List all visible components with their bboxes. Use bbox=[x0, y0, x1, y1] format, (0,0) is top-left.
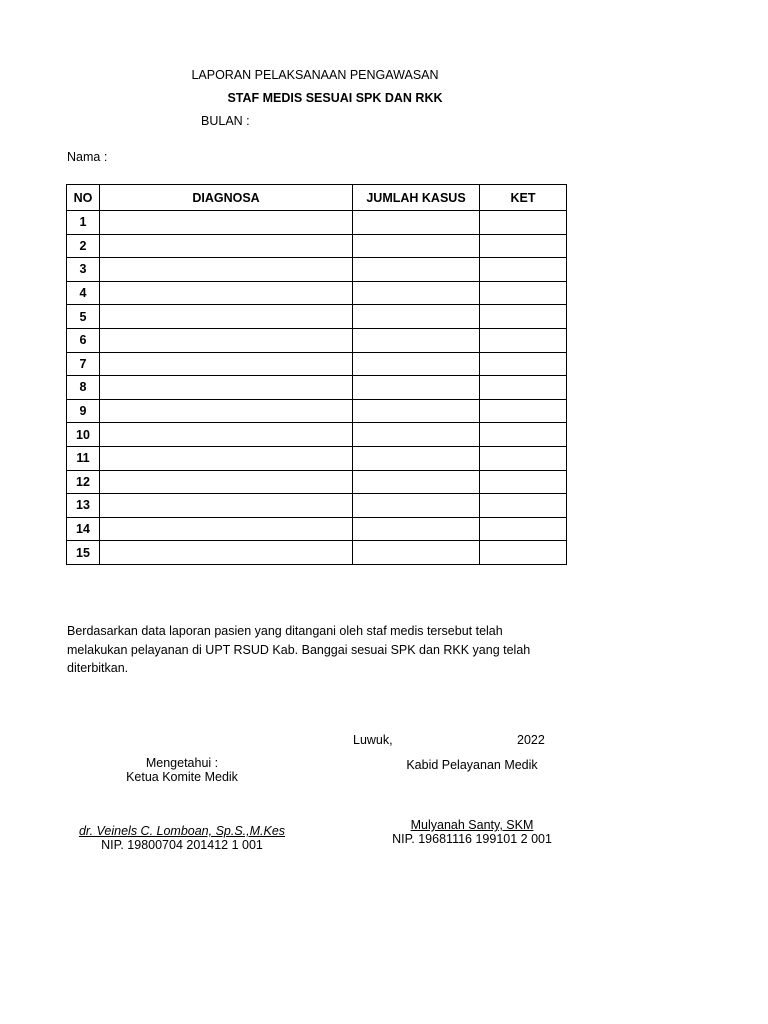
jumlah-kasus-cell bbox=[353, 446, 480, 470]
diagnosa-cell bbox=[100, 352, 353, 376]
ket-cell bbox=[480, 234, 567, 258]
jumlah-kasus-cell bbox=[353, 494, 480, 518]
table-row bbox=[67, 541, 567, 565]
column-header-ket: KET bbox=[480, 185, 567, 211]
ket-cell bbox=[480, 423, 567, 447]
diagnosa-cell bbox=[100, 517, 353, 541]
signature-right-nip: NIP. 19681116 199101 2 001 bbox=[392, 832, 552, 846]
diagnosa-cell bbox=[100, 328, 353, 352]
signature-block-right bbox=[352, 758, 592, 846]
table-row bbox=[67, 399, 567, 423]
diagnosa-cell bbox=[100, 494, 353, 518]
row-number: 7 bbox=[67, 352, 100, 376]
diagnosa-cell bbox=[100, 305, 353, 329]
ket-cell bbox=[480, 352, 567, 376]
jumlah-kasus-cell bbox=[353, 352, 480, 376]
row-number: 6 bbox=[67, 328, 100, 352]
row-number: 5 bbox=[67, 305, 100, 329]
jumlah-kasus-cell bbox=[353, 258, 480, 282]
ket-cell bbox=[480, 281, 567, 305]
jumlah-kasus-cell bbox=[353, 305, 480, 329]
row-number: 12 bbox=[67, 470, 100, 494]
report-title-line1: LAPORAN PELAKSANAAN PENGAWASAN bbox=[191, 68, 439, 82]
jumlah-kasus-cell bbox=[353, 423, 480, 447]
row-number: 8 bbox=[67, 376, 100, 400]
diagnosa-cell bbox=[100, 470, 353, 494]
table-row bbox=[67, 211, 567, 235]
table-row bbox=[67, 517, 567, 541]
jumlah-kasus-cell bbox=[353, 328, 480, 352]
ket-cell bbox=[480, 328, 567, 352]
table-row bbox=[67, 494, 567, 518]
table-row bbox=[67, 328, 567, 352]
table-row bbox=[67, 305, 567, 329]
ket-cell bbox=[480, 541, 567, 565]
table-row bbox=[67, 352, 567, 376]
jumlah-kasus-cell bbox=[353, 376, 480, 400]
diagnosa-cell bbox=[100, 211, 353, 235]
diagnosa-cell bbox=[100, 446, 353, 470]
table-row bbox=[67, 281, 567, 305]
diagnosa-cell bbox=[100, 423, 353, 447]
table-row bbox=[67, 258, 567, 282]
ket-cell bbox=[480, 470, 567, 494]
ket-cell bbox=[480, 494, 567, 518]
table-row bbox=[67, 423, 567, 447]
column-header-no: NO bbox=[67, 185, 100, 211]
ket-cell bbox=[480, 446, 567, 470]
jumlah-kasus-cell bbox=[353, 470, 480, 494]
diagnosa-cell bbox=[100, 541, 353, 565]
date-place: Luwuk, bbox=[353, 733, 393, 747]
row-number: 4 bbox=[67, 281, 100, 305]
signature-right-name: Mulyanah Santy, SKM bbox=[410, 818, 534, 832]
ket-cell bbox=[480, 376, 567, 400]
table-body bbox=[67, 211, 567, 565]
jumlah-kasus-cell bbox=[353, 517, 480, 541]
signature-right-line1: Kabid Pelayanan Medik bbox=[406, 758, 538, 772]
statement-paragraph: Berdasarkan data laporan pasien yang ditangani oleh staf medis tersebut telah melakukan pelayanan di UPT RSUD Kab. Banggai sesuai SPK dan RKK yang telah diterbitkan. bbox=[67, 624, 531, 675]
report-table bbox=[66, 184, 567, 565]
diagnosa-cell bbox=[100, 281, 353, 305]
row-number: 14 bbox=[67, 517, 100, 541]
diagnosa-cell bbox=[100, 399, 353, 423]
ket-cell bbox=[480, 305, 567, 329]
table-row bbox=[67, 470, 567, 494]
column-header-diagnosa: DIAGNOSA bbox=[100, 185, 353, 211]
date-year: 2022 bbox=[517, 733, 545, 747]
jumlah-kasus-cell bbox=[353, 281, 480, 305]
ket-cell bbox=[480, 211, 567, 235]
nama-label: Nama : bbox=[67, 150, 108, 164]
table-row bbox=[67, 376, 567, 400]
row-number: 15 bbox=[67, 541, 100, 565]
signature-left-nip: NIP. 19800704 201412 1 001 bbox=[101, 838, 263, 852]
column-header-jumlah-kasus: JUMLAH KASUS bbox=[353, 185, 480, 211]
jumlah-kasus-cell bbox=[353, 399, 480, 423]
diagnosa-cell bbox=[100, 376, 353, 400]
signature-left-name: dr. Veinels C. Lomboan, Sp.S.,M.Kes bbox=[78, 824, 286, 838]
jumlah-kasus-cell bbox=[353, 234, 480, 258]
table-row bbox=[67, 446, 567, 470]
row-number: 9 bbox=[67, 399, 100, 423]
bulan-label: BULAN : bbox=[201, 114, 250, 128]
row-number: 13 bbox=[67, 494, 100, 518]
ket-cell bbox=[480, 399, 567, 423]
jumlah-kasus-cell bbox=[353, 541, 480, 565]
report-title-line2: STAF MEDIS SESUAI SPK DAN RKK bbox=[227, 91, 443, 105]
row-number: 2 bbox=[67, 234, 100, 258]
row-number: 11 bbox=[67, 446, 100, 470]
jumlah-kasus-cell bbox=[353, 211, 480, 235]
table-row bbox=[67, 234, 567, 258]
signature-left-line2: Ketua Komite Medik bbox=[126, 770, 238, 784]
diagnosa-cell bbox=[100, 234, 353, 258]
signature-left-line1: Mengetahui : bbox=[145, 756, 219, 770]
diagnosa-cell bbox=[100, 258, 353, 282]
ket-cell bbox=[480, 258, 567, 282]
table-header-row bbox=[67, 185, 567, 211]
ket-cell bbox=[480, 517, 567, 541]
signature-block-left bbox=[62, 756, 302, 852]
row-number: 10 bbox=[67, 423, 100, 447]
row-number: 3 bbox=[67, 258, 100, 282]
row-number: 1 bbox=[67, 211, 100, 235]
